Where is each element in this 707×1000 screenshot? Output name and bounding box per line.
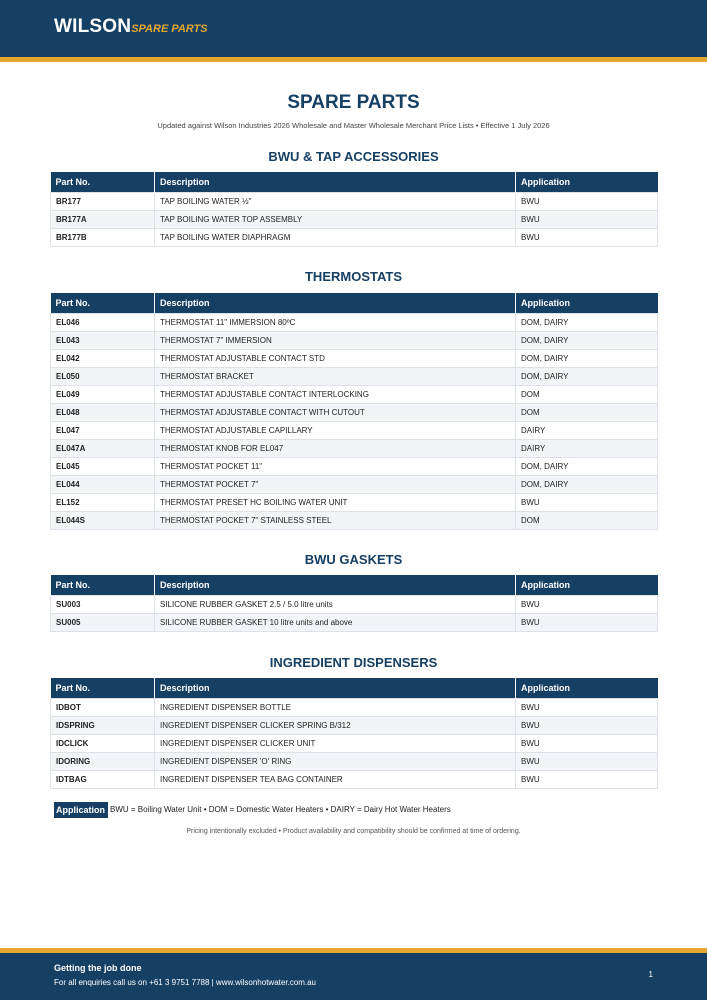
footer-tagline: Getting the job done <box>54 963 142 973</box>
application-cell: DOM <box>516 512 658 530</box>
table-row <box>51 476 658 494</box>
part-number-cell: BR177 <box>51 193 155 211</box>
application-cell: DOM, DAIRY <box>516 332 658 350</box>
table-row <box>51 193 658 211</box>
application-cell: DOM, DAIRY <box>516 476 658 494</box>
part-number-cell: EL046 <box>51 314 155 332</box>
description-cell: SILICONE RUBBER GASKET 2.5 / 5.0 litre units <box>155 596 516 614</box>
table-ingredient-dispensers <box>50 678 658 789</box>
column-header-part-no: Part No. <box>51 172 155 193</box>
description-cell: THERMOSTAT POCKET 7" STAINLESS STEEL <box>155 512 516 530</box>
table-row <box>51 596 658 614</box>
description-cell: THERMOSTAT POCKET 11" <box>155 458 516 476</box>
description-cell: THERMOSTAT ADJUSTABLE CONTACT INTERLOCKING <box>155 386 516 404</box>
table-header-row <box>51 293 658 314</box>
part-number-cell: BR177A <box>51 211 155 229</box>
table-row <box>51 699 658 717</box>
application-cell: DOM, DAIRY <box>516 314 658 332</box>
application-cell: BWU <box>516 717 658 735</box>
section-title-ingredient-dispensers: INGREDIENT DISPENSERS <box>269 655 438 670</box>
table-row <box>51 614 658 632</box>
footer-contact: For all enquiries call us on +61 3 9751 7788 | www.wilsonhotwater.com.au <box>54 978 317 987</box>
table-row <box>51 368 658 386</box>
table-row <box>51 717 658 735</box>
column-header-part-no: Part No. <box>51 293 155 314</box>
description-cell: THERMOSTAT 7" IMMERSION <box>155 332 516 350</box>
part-number-cell: IDSPRING <box>51 717 155 735</box>
column-header-description: Description <box>155 575 516 596</box>
part-number-cell: SU005 <box>51 614 155 632</box>
page-title: SPARE PARTS <box>287 92 420 113</box>
part-number-cell: EL044 <box>51 476 155 494</box>
description-cell: INGREDIENT DISPENSER 'O' RING <box>155 753 516 771</box>
part-number-cell: EL044S <box>51 512 155 530</box>
table-row <box>51 422 658 440</box>
table-bwu-tap-accessories <box>50 172 658 247</box>
table-row <box>51 440 658 458</box>
description-cell: SILICONE RUBBER GASKET 10 litre units and above <box>155 614 516 632</box>
application-cell: DOM, DAIRY <box>516 458 658 476</box>
part-number-cell: EL050 <box>51 368 155 386</box>
part-number-cell: IDORING <box>51 753 155 771</box>
part-number-cell: EL048 <box>51 404 155 422</box>
column-header-application: Application <box>516 172 658 193</box>
description-cell: THERMOSTAT POCKET 7" <box>155 476 516 494</box>
description-cell: INGREDIENT DISPENSER BOTTLE <box>155 699 516 717</box>
table-thermostats <box>50 293 658 530</box>
footer-accent-stripe <box>0 948 707 953</box>
page-header <box>0 0 707 57</box>
table-header-row <box>51 172 658 193</box>
application-cell: DOM <box>516 386 658 404</box>
table-row <box>51 771 658 789</box>
column-header-application: Application <box>516 678 658 699</box>
table-header-row <box>51 678 658 699</box>
description-cell: INGREDIENT DISPENSER CLICKER UNIT <box>155 735 516 753</box>
description-cell: THERMOSTAT KNOB FOR EL047 <box>155 440 516 458</box>
table-bwu-gaskets <box>50 575 658 632</box>
page-footer <box>0 953 707 1000</box>
application-cell: BWU <box>516 193 658 211</box>
application-legend <box>54 801 451 817</box>
brand-name: WILSON <box>54 16 132 37</box>
part-number-cell: IDCLICK <box>51 735 155 753</box>
description-cell: THERMOSTAT ADJUSTABLE CONTACT WITH CUTOUT <box>155 404 516 422</box>
table-row <box>51 314 658 332</box>
description-cell: INGREDIENT DISPENSER TEA BAG CONTAINER <box>155 771 516 789</box>
description-cell: INGREDIENT DISPENSER CLICKER SPRING B/312 <box>155 717 516 735</box>
part-number-cell: EL152 <box>51 494 155 512</box>
application-cell: DAIRY <box>516 422 658 440</box>
application-cell: BWU <box>516 211 658 229</box>
part-number-cell: EL045 <box>51 458 155 476</box>
column-header-description: Description <box>155 678 516 699</box>
part-number-cell: BR177B <box>51 229 155 247</box>
description-cell: THERMOSTAT ADJUSTABLE CONTACT STD <box>155 350 516 368</box>
description-cell: TAP BOILING WATER DIAPHRAGM <box>155 229 516 247</box>
legend-badge: Application <box>54 802 108 818</box>
table-row <box>51 512 658 530</box>
description-cell: TAP BOILING WATER ½" <box>155 193 516 211</box>
column-header-part-no: Part No. <box>51 575 155 596</box>
column-header-application: Application <box>516 575 658 596</box>
application-cell: DOM <box>516 404 658 422</box>
application-cell: DOM, DAIRY <box>516 350 658 368</box>
application-cell: BWU <box>516 614 658 632</box>
description-cell: THERMOSTAT 11" IMMERSION 80ºC <box>155 314 516 332</box>
description-cell: THERMOSTAT ADJUSTABLE CAPILLARY <box>155 422 516 440</box>
description-cell: THERMOSTAT BRACKET <box>155 368 516 386</box>
brand-subtitle: SPARE PARTS <box>131 23 208 35</box>
table-row <box>51 753 658 771</box>
part-number-cell: EL042 <box>51 350 155 368</box>
part-number-cell: EL049 <box>51 386 155 404</box>
application-cell: BWU <box>516 753 658 771</box>
column-header-part-no: Part No. <box>51 678 155 699</box>
header-accent-stripe <box>0 57 707 62</box>
table-row <box>51 494 658 512</box>
part-number-cell: EL047A <box>51 440 155 458</box>
part-number-cell: EL043 <box>51 332 155 350</box>
legend-text: BWU = Boiling Water Unit • DOM = Domestic Water Heaters • DAIRY = Dairy Hot Water Heaters <box>110 805 451 815</box>
table-row <box>51 735 658 753</box>
section-title-thermostats: THERMOSTATS <box>304 269 402 284</box>
application-cell: DAIRY <box>516 440 658 458</box>
application-cell: BWU <box>516 699 658 717</box>
table-row <box>51 404 658 422</box>
application-cell: DOM, DAIRY <box>516 368 658 386</box>
column-header-application: Application <box>516 293 658 314</box>
application-cell: BWU <box>516 735 658 753</box>
part-number-cell: IDTBAG <box>51 771 155 789</box>
application-cell: BWU <box>516 494 658 512</box>
column-header-description: Description <box>155 293 516 314</box>
application-cell: BWU <box>516 596 658 614</box>
table-header-row <box>51 575 658 596</box>
table-row <box>51 350 658 368</box>
part-number-cell: SU003 <box>51 596 155 614</box>
table-row <box>51 229 658 247</box>
brand-logo <box>54 16 208 38</box>
section-title-bwu-tap-accessories: BWU & TAP ACCESSORIES <box>268 149 439 164</box>
page-number: 1 <box>648 970 653 979</box>
table-row <box>51 386 658 404</box>
part-number-cell: IDBOT <box>51 699 155 717</box>
table-row <box>51 458 658 476</box>
column-header-description: Description <box>155 172 516 193</box>
part-number-cell: EL047 <box>51 422 155 440</box>
application-cell: BWU <box>516 771 658 789</box>
table-row <box>51 211 658 229</box>
table-row <box>51 332 658 350</box>
description-cell: THERMOSTAT PRESET HC BOILING WATER UNIT <box>155 494 516 512</box>
page-subtitle: Updated against Wilson Industries 2026 Wholesale and Master Wholesale Merchant Price Lists • Effective 1 July 2026 <box>157 121 550 130</box>
application-cell: BWU <box>516 229 658 247</box>
description-cell: TAP BOILING WATER TOP ASSEMBLY <box>155 211 516 229</box>
pricing-note: Pricing intentionally excluded • Product availability and compatibility should be confirmed at time of ordering. <box>186 828 521 835</box>
section-title-bwu-gaskets: BWU GASKETS <box>304 552 403 567</box>
